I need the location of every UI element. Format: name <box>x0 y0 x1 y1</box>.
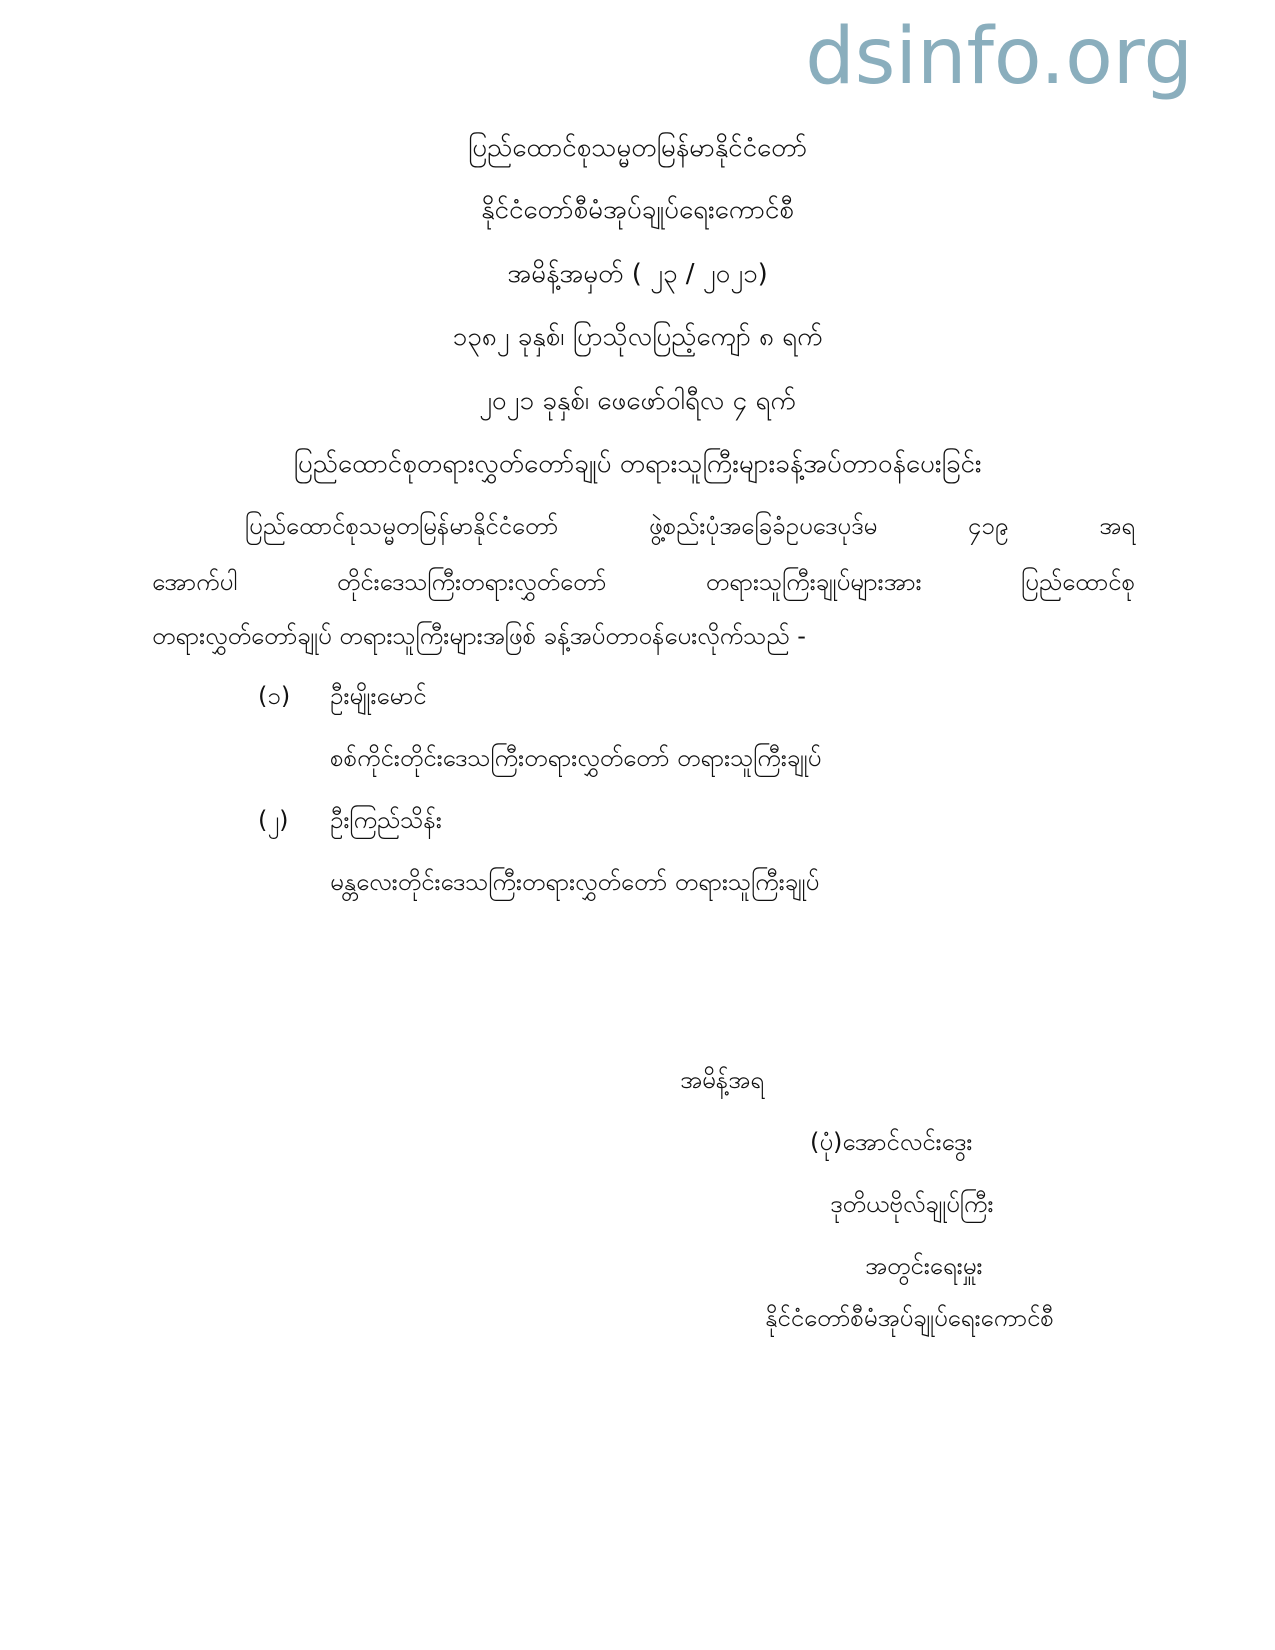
myanmar-date: ၁၃၈၂ ခုနှစ်၊ ပြာသိုလပြည့်ကျော် ၈ ရက် <box>452 322 823 352</box>
body-paragraph-line-2: အောက်ပါ တိုင်းဒေသကြီးတရားလွှတ်တော် တရားသူကြီးချုပ်များအား ပြည်ထောင်စု <box>152 568 1135 596</box>
list-item-number: (၁) <box>258 682 291 710</box>
signature-rank: ဒုတိယဗိုလ်ချုပ်ကြီး <box>830 1190 994 1218</box>
order-number: အမိန့်အမှတ် ( ၂၃ / ၂၀၂၁) <box>507 259 768 289</box>
signature-organization: နိုင်ငံတော်စီမံအုပ်ချုပ်ရေးကောင်စီ <box>765 1304 1054 1332</box>
list-item-name: ဦးမျိုးမောင် <box>330 682 427 710</box>
signature-name: (ပုံ)အောင်လင်းဒွေး <box>810 1128 973 1156</box>
body-paragraph-line-3: တရားလွှတ်တော်ချုပ် တရားသူကြီးများအဖြစ် ခန့်အပ်တာဝန်ပေးလိုက်သည် - <box>152 622 806 650</box>
signature-title: အတွင်းရေးမှူး <box>865 1252 983 1280</box>
list-item-number: (၂) <box>258 806 289 834</box>
list-item-position: စစ်ကိုင်းတိုင်းဒေသကြီးတရားလွှတ်တော် တရားသူကြီးချုပ် <box>330 744 822 772</box>
order-title: ပြည်ထောင်စုတရားလွှတ်တော်ချုပ် တရားသူကြီးများခန့်အပ်တာဝန်ပေးခြင်း <box>293 449 982 479</box>
list-item-position: မန္တလေးတိုင်းဒေသကြီးတရားလွှတ်တော် တရားသူကြီးချုပ် <box>330 868 820 896</box>
signature-by-order: အမိန့်အရ <box>680 1066 764 1094</box>
header-council: နိုင်ငံတော်စီမံအုပ်ချုပ်ရေးကောင်စီ <box>481 195 794 225</box>
list-item-name: ဦးကြည်သိန်း <box>330 806 442 834</box>
body-paragraph-line-1: ပြည်ထောင်စုသမ္မတမြန်မာနိုင်ငံတော် ဖွဲ့စည်းပုံအခြေခံဥပဒေပုဒ်မ ၄၁၉ အရ <box>245 512 1135 540</box>
header-country: ပြည်ထောင်စုသမ္မတမြန်မာနိုင်ငံတော် <box>467 133 808 163</box>
gregorian-date: ၂၀၂၁ ခုနှစ်၊ ဖေဖော်ဝါရီလ ၄ ရက် <box>479 386 796 416</box>
watermark-logo: dsinfo.org <box>805 12 1193 102</box>
